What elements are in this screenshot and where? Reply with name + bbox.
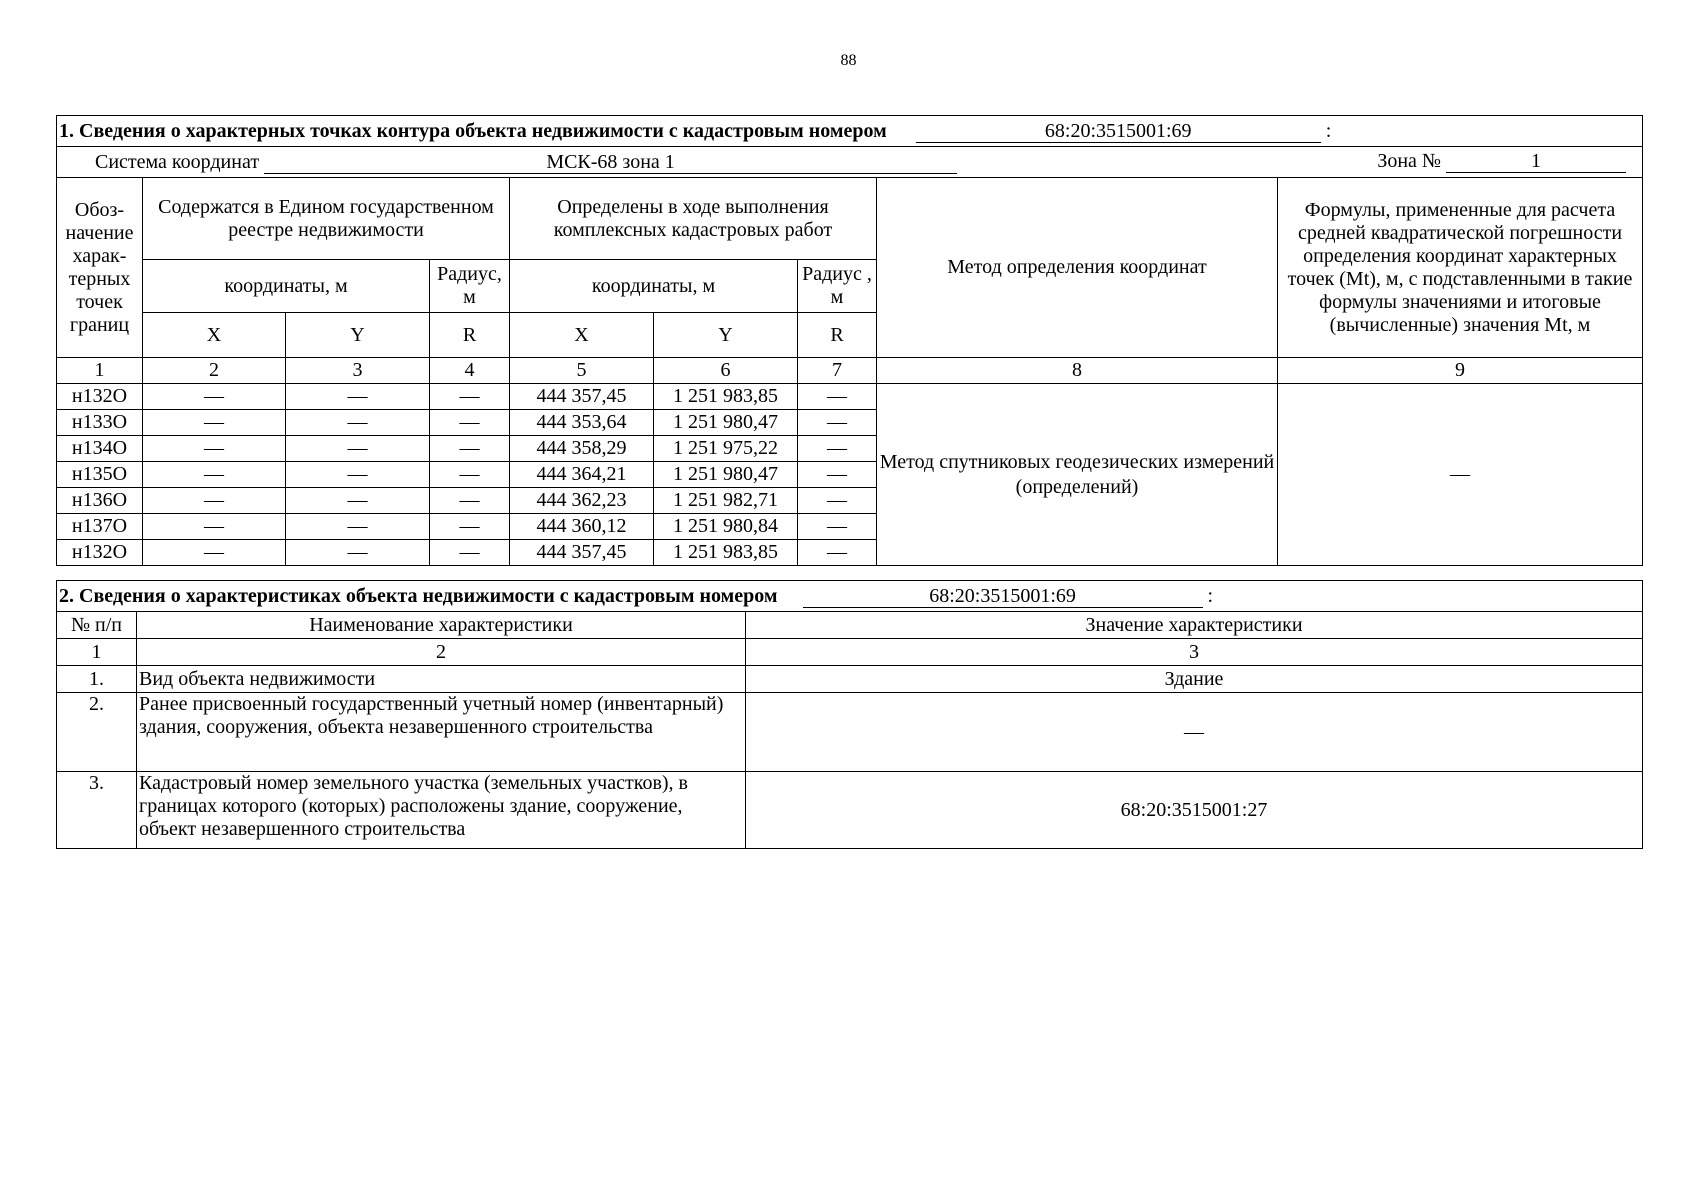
row-value: Здание	[746, 666, 1643, 693]
point-id: н134О	[57, 436, 143, 462]
header-num: № п/п	[57, 612, 137, 639]
egrn-y: —	[286, 540, 430, 566]
coordinate-system-row	[57, 147, 1643, 178]
egrn-x: —	[143, 488, 286, 514]
section1-colon: :	[1325, 119, 1332, 142]
header-method: Метод определения координат	[877, 178, 1278, 358]
det-y: 1 251 980,47	[654, 410, 798, 436]
det-y: 1 251 982,71	[654, 488, 798, 514]
egrn-r: —	[430, 540, 510, 566]
header-det-radius: Радиус , м	[798, 260, 877, 313]
egrn-r: —	[430, 488, 510, 514]
det-x: 444 353,64	[510, 410, 654, 436]
col-number: 6	[654, 358, 798, 384]
col-number: 5	[510, 358, 654, 384]
row-name: Ранее присвоенный государственный учетный номер (инвентарный) здания, сооружения, объекта незавершенного строительства	[137, 693, 746, 772]
section2-title-row	[57, 581, 1643, 612]
header-formulas: Формулы, примененные для расчета средней квадратической погрешности определения координат характерных точек (Mt), м, с подставленными в такие формулы значениями и итоговые (вычисленные) значения Mt, м	[1278, 178, 1643, 358]
det-x: 444 357,45	[510, 540, 654, 566]
header-det-r: R	[798, 313, 877, 358]
coord-system-label: Система координат	[95, 150, 260, 173]
table-row	[57, 693, 1643, 772]
point-id: н132О	[57, 540, 143, 566]
page-number: 88	[840, 52, 857, 69]
egrn-r: —	[430, 462, 510, 488]
det-r: —	[798, 488, 877, 514]
col-number: 7	[798, 358, 877, 384]
header-value: Значение характеристики	[746, 612, 1643, 639]
egrn-x: —	[143, 514, 286, 540]
egrn-x: —	[143, 410, 286, 436]
egrn-x: —	[143, 540, 286, 566]
point-id: н132О	[57, 384, 143, 410]
method-value: Метод спутниковых геодезических измерений (определений)	[877, 384, 1278, 566]
egrn-y: —	[286, 436, 430, 462]
header-designation: Обоз-начение харак-терных точек границ	[57, 178, 143, 358]
characteristics-table	[56, 580, 1643, 849]
col-number: 2	[137, 639, 746, 666]
det-r: —	[798, 514, 877, 540]
point-id: н135О	[57, 462, 143, 488]
det-r: —	[798, 540, 877, 566]
table-row	[57, 772, 1643, 849]
egrn-r: —	[430, 514, 510, 540]
egrn-y: —	[286, 462, 430, 488]
col-number: 9	[1278, 358, 1643, 384]
col-number: 3	[286, 358, 430, 384]
header-egrn: Содержатся в Едином государственном реестре недвижимости	[143, 178, 510, 260]
table-row	[57, 666, 1643, 693]
det-r: —	[798, 410, 877, 436]
header-determined: Определены в ходе выполнения комплексных кадастровых работ	[510, 178, 877, 260]
egrn-x: —	[143, 462, 286, 488]
col-number: 1	[57, 358, 143, 384]
coord-system-value: МСК-68 зона 1	[264, 151, 957, 174]
col-number: 8	[877, 358, 1278, 384]
det-x: 444 360,12	[510, 514, 654, 540]
formulas-value: —	[1278, 384, 1643, 566]
header-egrn-x: X	[143, 313, 286, 358]
section1-title-row	[57, 116, 1643, 147]
row-name: Вид объекта недвижимости	[137, 666, 746, 693]
row-value: —	[746, 693, 1643, 772]
col-number: 3	[746, 639, 1643, 666]
row-value: 68:20:3515001:27	[746, 772, 1643, 849]
egrn-r: —	[430, 384, 510, 410]
contour-points-table	[56, 115, 1643, 566]
zone-label: Зона №	[1377, 150, 1441, 172]
egrn-r: —	[430, 436, 510, 462]
det-y: 1 251 983,85	[654, 384, 798, 410]
header-egrn-coords: координаты, м	[143, 260, 430, 313]
det-x: 444 357,45	[510, 384, 654, 410]
row-name: Кадастровый номер земельного участка (земельных участков), в границах которого (которых) расположены здание, сооружение, объект незавершенного строительства	[137, 772, 746, 849]
zone-value: 1	[1446, 150, 1626, 173]
col-number: 1	[57, 639, 137, 666]
point-id: н133О	[57, 410, 143, 436]
egrn-y: —	[286, 384, 430, 410]
egrn-x: —	[143, 384, 286, 410]
det-r: —	[798, 462, 877, 488]
row-num: 2.	[57, 693, 137, 772]
det-y: 1 251 983,85	[654, 540, 798, 566]
section2-cadastral-number: 68:20:3515001:69	[803, 585, 1203, 608]
col-number: 4	[430, 358, 510, 384]
header-det-y: Y	[654, 313, 798, 358]
det-x: 444 358,29	[510, 436, 654, 462]
header-det-coords: координаты, м	[510, 260, 798, 313]
point-id: н137О	[57, 514, 143, 540]
section1-cadastral-number: 68:20:3515001:69	[916, 120, 1321, 143]
det-x: 444 364,21	[510, 462, 654, 488]
egrn-r: —	[430, 410, 510, 436]
egrn-y: —	[286, 410, 430, 436]
det-y: 1 251 975,22	[654, 436, 798, 462]
point-id: н136О	[57, 488, 143, 514]
row-num: 1.	[57, 666, 137, 693]
section2-title: 2. Сведения о характеристиках объекта недвижимости с кадастровым номером	[59, 584, 778, 607]
det-y: 1 251 980,84	[654, 514, 798, 540]
row-num: 3.	[57, 772, 137, 849]
section2-colon: :	[1207, 584, 1214, 607]
egrn-y: —	[286, 488, 430, 514]
det-r: —	[798, 436, 877, 462]
det-x: 444 362,23	[510, 488, 654, 514]
det-r: —	[798, 384, 877, 410]
egrn-x: —	[143, 436, 286, 462]
header-name: Наименование характеристики	[137, 612, 746, 639]
table-row	[57, 384, 1643, 410]
section1-title: 1. Сведения о характерных точках контура объекта недвижимости с кадастровым номером	[59, 119, 887, 142]
det-y: 1 251 980,47	[654, 462, 798, 488]
header-egrn-radius: Радиус, м	[430, 260, 510, 313]
header-egrn-y: Y	[286, 313, 430, 358]
header-det-x: X	[510, 313, 654, 358]
header-egrn-r: R	[430, 313, 510, 358]
col-number: 2	[143, 358, 286, 384]
egrn-y: —	[286, 514, 430, 540]
